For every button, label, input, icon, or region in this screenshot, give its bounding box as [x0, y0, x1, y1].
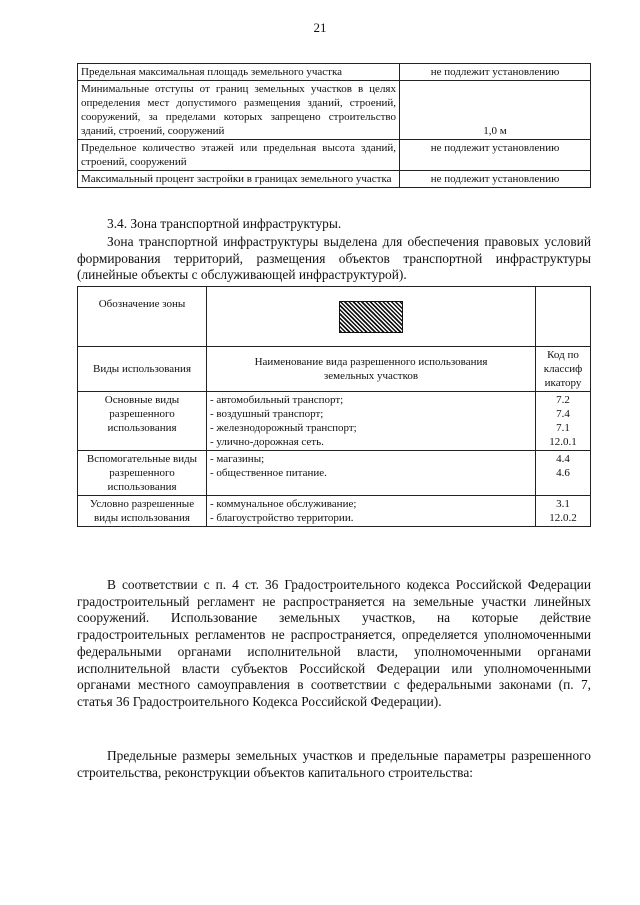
- table-row: [78, 140, 591, 171]
- table-row: [78, 451, 591, 496]
- group-type: Условно разрешенные виды использования: [78, 496, 207, 527]
- code-item: 7.2: [556, 394, 570, 406]
- limits-paragraph: Предельные размеры земельных участков и предельные параметры разрешенного строительства, реконструкции объектов капитального строительства:: [77, 748, 591, 780]
- param-cell: Предельная максимальная площадь земельного участка: [78, 64, 400, 81]
- table-row: [78, 81, 591, 140]
- code-item: 12.0.1: [549, 436, 577, 448]
- param-cell: Минимальные отступы от границ земельных участков в целях определения мест допустимого размещения зданий, строений, сооружений, за пределами которых запрещено строительство зданий, строений, сооружений: [78, 81, 400, 140]
- empty-cell: [536, 287, 591, 347]
- law-paragraph: В соответствии с п. 4 ст. 36 Градостроительного кодекса Российской Федерации градостроительный регламент не распространяется на земельные участки линейных сооружений. Использование земельных участков, на которые действие градостроительных регламентов не распространяется, определяется уполномоченными федеральными органами исполнительной власти, уполномоченными органами исполнительной власти субъектов Российской Федерации или уполномоченными органами местного самоуправления в соответствии с федеральными законами (п. 7, статья 36 Градостроительного Кодекса Российской Федерации).: [77, 577, 591, 709]
- zone-hatch-symbol: [339, 301, 403, 333]
- header-code: Код по классиф икатору: [536, 347, 591, 392]
- group-items: [207, 496, 536, 527]
- list-item: - коммунальное обслуживание;: [210, 498, 357, 510]
- value-cell: не подлежит установлению: [400, 64, 591, 81]
- group-items: [207, 451, 536, 496]
- table-row: [78, 64, 591, 81]
- header-row: [78, 347, 591, 392]
- code-item: 4.6: [556, 467, 570, 479]
- zone-symbol-cell: [207, 287, 536, 347]
- code-item: 12.0.2: [549, 512, 577, 524]
- list-item: - улично-дорожная сеть.: [210, 436, 324, 448]
- param-cell: Максимальный процент застройки в границах земельного участка: [78, 171, 400, 188]
- table-row: [78, 392, 591, 451]
- limits-table: [77, 63, 591, 188]
- code-item: 4.4: [556, 453, 570, 465]
- section-intro: Зона транспортной инфраструктуры выделена для обеспечения правовых условий формирования территорий, размещения объектов транспортной инфраструктуры (линейные объекты с обслуживающей инфраструктурой).: [77, 234, 591, 283]
- list-item: - благоустройство территории.: [210, 512, 354, 524]
- zone-table: [77, 286, 591, 527]
- page-number: 21: [313, 20, 327, 35]
- list-item: - железнодорожный транспорт;: [210, 422, 357, 434]
- table-row: [78, 171, 591, 188]
- designation-label: Обозначение зоны: [78, 287, 207, 347]
- group-type: Основные виды разрешенного использования: [78, 392, 207, 451]
- group-items: [207, 392, 536, 451]
- value-cell: не подлежит установлению: [400, 140, 591, 171]
- group-codes: [536, 392, 591, 451]
- designation-row: [78, 287, 591, 347]
- code-item: 7.1: [556, 422, 570, 434]
- header-name: Наименование вида разрешенного использования земельных участков: [207, 347, 536, 392]
- code-item: 3.1: [556, 498, 570, 510]
- section-heading: 3.4. Зона транспортной инфраструктуры.: [107, 216, 342, 231]
- code-item: 7.4: [556, 408, 570, 420]
- list-item: - автомобильный транспорт;: [210, 394, 344, 406]
- table-row: [78, 496, 591, 527]
- value-cell: не подлежит установлению: [400, 171, 591, 188]
- list-item: - воздушный транспорт;: [210, 408, 324, 420]
- group-codes: [536, 496, 591, 527]
- list-item: - общественное питание.: [210, 467, 327, 479]
- header-types: Виды использования: [78, 347, 207, 392]
- list-item: - магазины;: [210, 453, 265, 465]
- group-type: Вспомогательные виды разрешенного использования: [78, 451, 207, 496]
- group-codes: [536, 451, 591, 496]
- param-cell: Предельное количество этажей или предельная высота зданий, строений, сооружений: [78, 140, 400, 171]
- value-cell: 1,0 м: [400, 81, 591, 140]
